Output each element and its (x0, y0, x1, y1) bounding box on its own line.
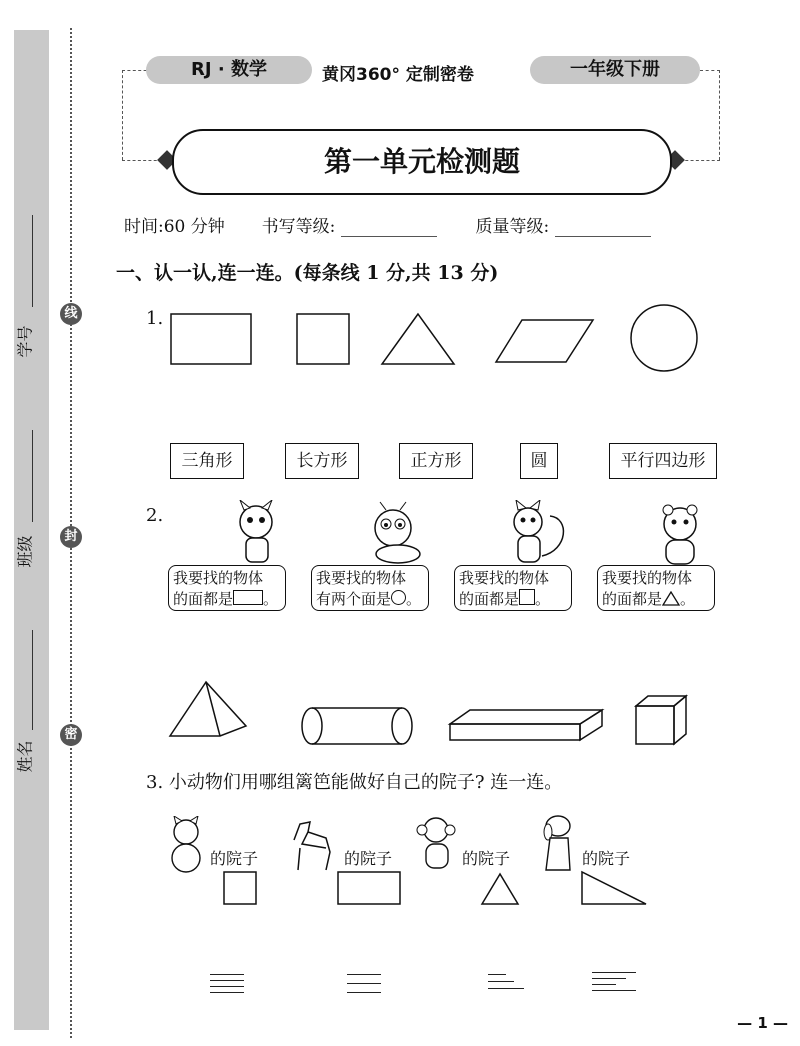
q2-characters (230, 500, 710, 566)
label-parallelogram[interactable]: 平行四边形 (609, 443, 717, 479)
page-title: 第一单元检测题 (323, 145, 520, 178)
header-dash-right (700, 70, 720, 71)
monkey-icon (414, 814, 462, 874)
triangle-yard-icon (482, 874, 518, 904)
name-label: 姓名 (15, 740, 35, 773)
square-icon (519, 589, 535, 605)
student-id-label: 学号 (15, 325, 35, 358)
speech-bubble-4: 我要找的物体 的面都是 。 (597, 565, 715, 611)
circle-icon (631, 305, 697, 371)
bug-cartoon-icon (375, 502, 420, 563)
square-icon (297, 314, 349, 364)
rectangle-icon (171, 314, 251, 364)
quality-grade-label: 质量等级: (475, 217, 550, 237)
time-limit: 时间:60 分钟 (124, 217, 225, 237)
q1-shapes (160, 300, 720, 380)
speech-bubble-2: 我要找的物体 有两个面是 。 (311, 565, 429, 611)
label-square[interactable]: 正方形 (399, 443, 473, 479)
subject-pill: RJ · 数学 (146, 56, 312, 84)
header-dash-left-bottom (122, 160, 162, 161)
header-dash-right-bottom (680, 160, 720, 161)
circle-icon (391, 590, 406, 605)
label-triangle[interactable]: 三角形 (170, 443, 244, 479)
line-seal-icon: 线 (60, 303, 82, 325)
name-blank (32, 630, 33, 730)
label-circle[interactable]: 圆 (520, 443, 558, 479)
bear-cartoon-icon (663, 505, 697, 564)
yard-label-monkey: 的院子 (462, 849, 511, 868)
speech-bubble-3: 我要找的物体 的面都是 。 (454, 565, 572, 611)
quality-grade-blank[interactable] (555, 216, 651, 237)
title-frame (172, 129, 672, 195)
yard-label-cat: 的院子 (210, 849, 259, 868)
cube-icon (636, 696, 686, 744)
cuboid-icon (450, 710, 602, 740)
dog-icon (538, 812, 582, 874)
writing-grade-blank[interactable] (341, 216, 437, 237)
writing-grade-label: 书写等级: (261, 217, 336, 237)
grade-pill: 一年级下册 (530, 56, 700, 84)
series-title: 黄冈360° 定制密卷 (322, 65, 474, 85)
q2-solids (160, 672, 700, 752)
cat-icon (164, 816, 210, 876)
seal-circle-icon: 封 (60, 526, 82, 548)
q2-number: 2. (146, 505, 164, 526)
horse-icon (286, 818, 338, 874)
right-triangle-yard-icon (582, 872, 646, 904)
class-blank (32, 430, 33, 522)
pyramid-icon (170, 682, 246, 736)
fox-cartoon-icon (240, 500, 272, 562)
fence-group-4[interactable] (592, 972, 636, 991)
rectangle-yard-icon (338, 872, 400, 904)
yard-label-horse: 的院子 (344, 849, 393, 868)
label-rectangle[interactable]: 长方形 (285, 443, 359, 479)
square-yard-icon (224, 872, 256, 904)
q3-title: 3. 小动物们用哪组篱笆能做好自己的院子? 连一连。 (146, 772, 563, 793)
header-dash-right-vert (719, 70, 720, 160)
secret-seal-icon: 密 (60, 724, 82, 746)
info-row (124, 212, 651, 237)
page-number: — 1 — (737, 1014, 788, 1032)
fence-group-2[interactable] (347, 974, 381, 993)
q3-yards (210, 868, 660, 908)
binding-strip (14, 30, 49, 1030)
section-heading: 一、认一认,连一连。(每条线 1 分,共 13 分) (116, 262, 499, 284)
triangle-icon (382, 314, 454, 364)
squirrel-cartoon-icon (514, 500, 563, 562)
header-dash-left-vert (122, 70, 123, 160)
cylinder-icon (302, 708, 412, 744)
student-id-blank (32, 215, 33, 307)
fence-group-1[interactable] (210, 974, 244, 993)
rectangle-icon (233, 590, 263, 605)
yard-label-dog: 的院子 (582, 849, 631, 868)
speech-bubble-1: 我要找的物体 的面都是 。 (168, 565, 286, 611)
triangle-icon (662, 591, 680, 606)
class-label: 班级 (15, 535, 35, 568)
parallelogram-icon (496, 320, 593, 362)
q1-number: 1. (146, 308, 164, 329)
fence-group-3[interactable] (488, 974, 528, 989)
